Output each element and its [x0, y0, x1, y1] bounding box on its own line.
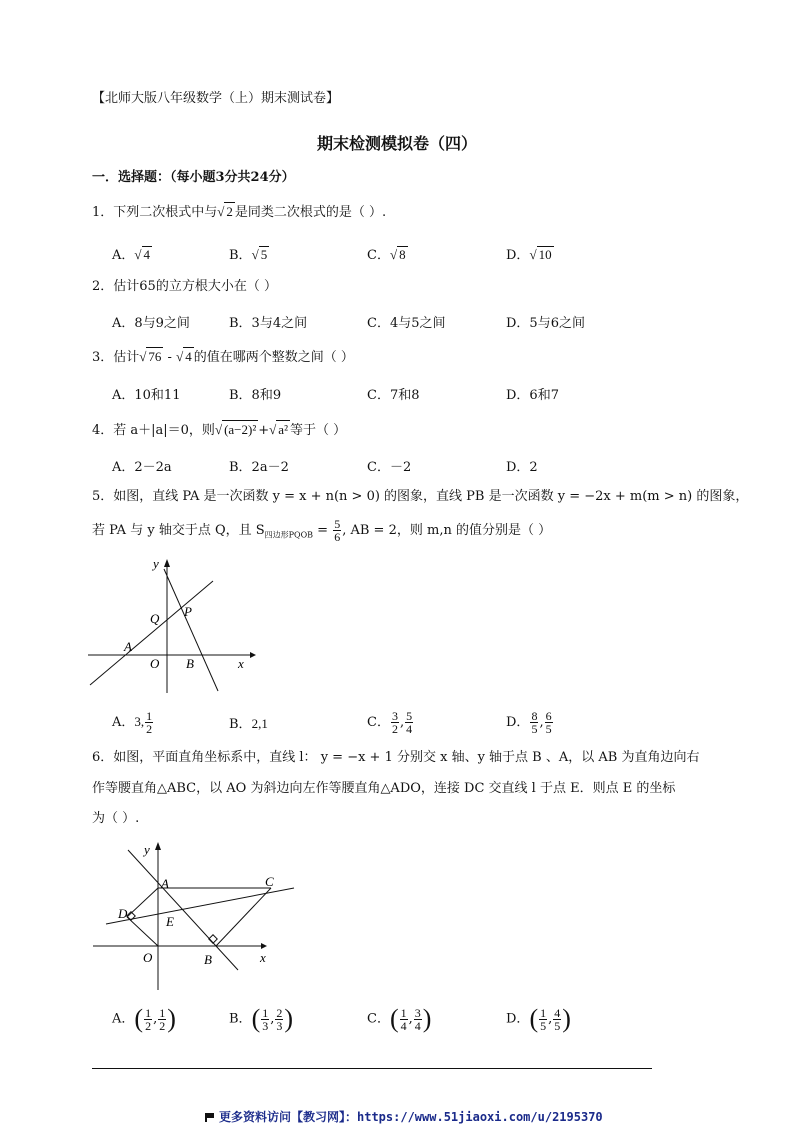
- q5-label-x: x: [238, 656, 244, 671]
- question-2: 2．估计65的立方根大小在（ ）: [92, 279, 277, 294]
- q6-x-arrow-icon: [261, 943, 267, 949]
- q4-option-c[interactable]: C．－2: [367, 460, 412, 475]
- q2-option-c[interactable]: C．4与5之间: [367, 316, 446, 331]
- q6-label-d: D: [118, 906, 128, 921]
- q5-figure: [88, 555, 258, 695]
- q5-option-a[interactable]: A．3, $\frac{1}{2}$: [112, 709, 153, 736]
- q2-option-a[interactable]: A．8与9之间: [112, 316, 190, 331]
- q5-label-q: Q: [150, 611, 160, 626]
- q6-side-do: [127, 917, 158, 946]
- q1-text-pre: 1．下列二次根式中与: [92, 205, 218, 220]
- q5-line-pb: [164, 569, 218, 691]
- q1-option-d[interactable]: D．√ 10: [506, 247, 552, 263]
- q4-option-a[interactable]: A．2－2a: [112, 460, 172, 475]
- q2-option-b[interactable]: B．3与4之间: [229, 316, 308, 331]
- q6-side-cb: [216, 888, 271, 946]
- q6-y-arrow-icon: [155, 842, 161, 850]
- header-source: 【北师大版八年级数学（上）期末测试卷】: [92, 91, 340, 106]
- q3-option-a[interactable]: A．10和11: [112, 388, 181, 403]
- question-6-line1: 6．如图，平面直角坐标系中，直线 l： y = −x + 1 分别交 x 轴、y 轴于点 B 、A，以 AB 为直角边向右: [92, 750, 700, 765]
- q1-option-b[interactable]: B．√ 5: [229, 247, 268, 263]
- q6-figure: [88, 838, 298, 998]
- footer-divider: [92, 1068, 652, 1069]
- q6-option-b[interactable]: B．( $\frac{1}{3}$ , $\frac{2}{3}$ ): [229, 1004, 294, 1033]
- footer-link[interactable]: 更多资料访问【教习网】：https://www.51jiaoxi.com/u/2195370: [205, 1108, 603, 1125]
- section-heading: 一．选择题：（每小题3分共24分）: [92, 170, 295, 185]
- q6-line-dc: [106, 888, 294, 924]
- q1-option-c[interactable]: C．√ 8: [367, 247, 406, 263]
- q6-label-c: C: [265, 874, 274, 889]
- q4-option-b[interactable]: B．2a－2: [229, 460, 289, 475]
- q5-option-c[interactable]: C． $\frac{3}{2}$ , $\frac{5}{4}$: [367, 709, 413, 736]
- q5-label-o: O: [150, 656, 160, 671]
- question-1: 1．下列二次根式中与√ 2 是同类二次根式的是（ ）.: [92, 204, 387, 220]
- q3-option-b[interactable]: B．8和9: [229, 388, 282, 403]
- q5-label-a: A: [124, 639, 132, 654]
- q5-option-d[interactable]: D． $\frac{8}{5}$ , $\frac{6}{5}$: [506, 709, 552, 736]
- question-5-line1: 5．如图，直线 PA 是一次函数 y = x + n(n > 0) 的图象，直线 PB 是一次函数 y = −2x + m(m > n) 的图象，: [92, 489, 749, 504]
- q6-option-c[interactable]: C．( $\frac{1}{4}$ , $\frac{3}{4}$ ): [367, 1004, 432, 1033]
- flag-icon: [205, 1113, 215, 1122]
- q6-label-o: O: [143, 950, 153, 965]
- q5-y-arrow-icon: [164, 559, 170, 567]
- q6-label-a: A: [161, 876, 169, 891]
- q5-x-arrow-icon: [250, 652, 256, 658]
- q1-radicand: 2: [226, 204, 233, 219]
- q6-label-b: B: [204, 952, 212, 967]
- q6-option-a[interactable]: A．( $\frac{1}{2}$ , $\frac{1}{2}$ ): [112, 1004, 176, 1033]
- q4-option-d[interactable]: D．2: [506, 460, 538, 475]
- q3-option-c[interactable]: C．7和8: [367, 388, 420, 403]
- q5-label-p: P: [184, 604, 192, 619]
- q3-option-d[interactable]: D．6和7: [506, 388, 559, 403]
- q5-label-y: y: [153, 556, 159, 571]
- question-6-line3: 为（ ）.: [92, 811, 140, 826]
- q5-label-b: B: [186, 656, 194, 671]
- question-4: 4．若 a＋|a|＝0，则√ (a−2)² +√ a² 等于（ ）: [92, 422, 347, 438]
- q1-option-a[interactable]: A．√ 4: [112, 247, 151, 263]
- q5-option-b[interactable]: B．2,1: [229, 716, 268, 732]
- q6-option-d[interactable]: D．( $\frac{1}{5}$ , $\frac{4}{5}$ ): [506, 1004, 571, 1033]
- q2-option-d[interactable]: D．5与6之间: [506, 316, 585, 331]
- question-5-line2: 若 PA 与 y 轴交于点 Q，且 $S_{四边形PQOB}$ = $\frac{5}{6}$ , AB = 2，则 m,n 的值分别是（ ）: [92, 517, 552, 544]
- q6-label-e: E: [166, 914, 174, 929]
- question-6-line2: 作等腰直角△ABC，以 AO 为斜边向左作等腰直角△ADO，连接 DC 交直线 l 于点 E．则点 E 的坐标: [92, 781, 676, 796]
- q1-text-post: 是同类二次根式的是（ ）.: [234, 205, 387, 220]
- question-3: 3．估计√ 76 - √ 4 的值在哪两个整数之间（ ）: [92, 349, 354, 365]
- q6-label-x: x: [260, 950, 266, 965]
- page-title: 期末检测模拟卷（四）: [316, 134, 477, 153]
- q6-label-y: y: [144, 842, 150, 857]
